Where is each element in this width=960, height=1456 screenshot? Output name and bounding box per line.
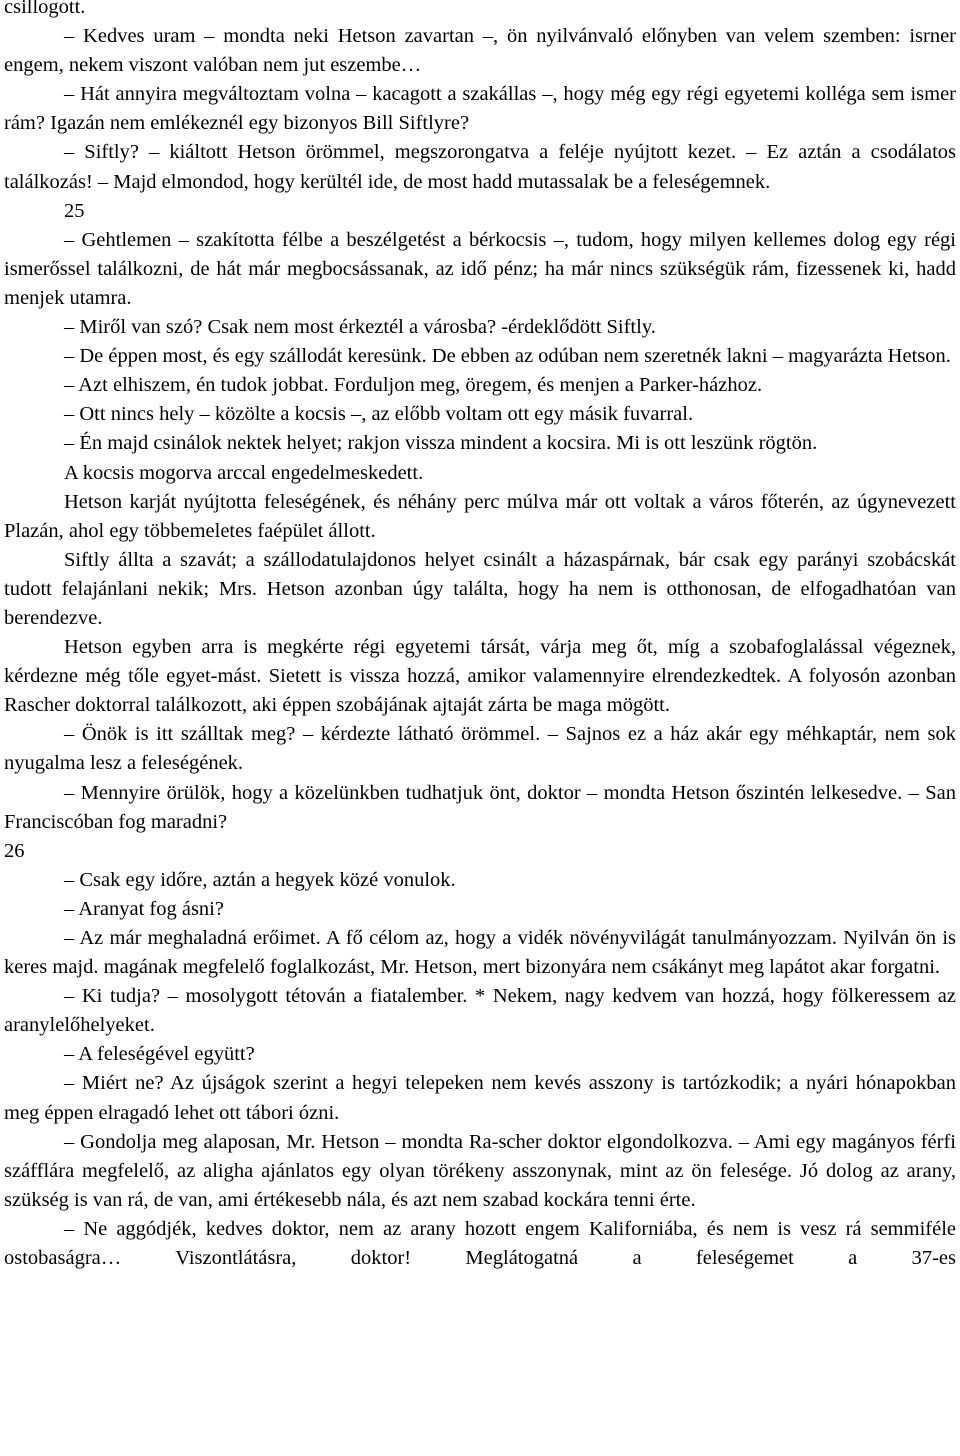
paragraph: – Siftly? – kiáltott Hetson örömmel, megszorongatva a feléje nyújtott kezet. – Ez aztán a csodálatos találkozás! – Majd elmondod, hogy kerültél ide, de most hadd mutassalak be a feleségemnek. xyxy=(4,141,956,193)
paragraph: csillogott. xyxy=(4,0,86,18)
paragraph: Siftly állta a szavát; a szállodatulajdonos helyet csinált a házaspárnak, bár csak egy parányi szobácskát tudott felajánlani nekik; Mrs. Hetson azonban úgy találta, hogy ha nem is otthonosan, de elfogadhatóan van berendezve. xyxy=(4,548,956,629)
paragraph: – Gehtlemen – szakította félbe a beszélgetést a bérkocsis –, tudom, hogy milyen kellemes dolog egy régi ismerőssel találkozni, de hát már megbocsássanak, az idő pénz; ha már nincs szükségük rám, fizessenek ki, hadd menjek utamra. xyxy=(4,228,956,309)
paragraph: – Miért ne? Az újságok szerint a hegyi telepeken nem kevés asszony is tartózkodik; a nyári hónapokban meg éppen elragadó lehet ott tábori ózni. xyxy=(4,1072,956,1124)
paragraph: – Önök is itt szálltak meg? – kérdezte látható örömmel. – Sajnos ez a ház akár egy méhkaptár, nem sok nyugalma lesz a feleségének. xyxy=(4,723,956,775)
paragraph: – Az már meghaladná erőimet. A fő célom az, hogy a vidék növényvilágát tanulmányozzam. Nyilván ön is keres majd. magának megfelelő foglalkozást, Mr. Hetson, mert bizonyára nem csákányt meg lapátot akar forgatni. xyxy=(4,927,956,979)
page-number: 25 xyxy=(64,199,85,222)
paragraph: – Miről van szó? Csak nem most érkeztél a városba? -érdeklődött Siftly. xyxy=(64,316,656,339)
paragraph: – A feleségével együtt? xyxy=(64,1043,255,1066)
paragraph: A kocsis mogorva arccal engedelmeskedett. xyxy=(64,461,424,484)
paragraph: – Azt elhiszem, én tudok jobbat. Forduljon meg, öregem, és menjen a Parker-házhoz. xyxy=(64,374,763,397)
paragraph: – Csak egy időre, aztán a hegyek közé vonulok. xyxy=(64,868,456,891)
paragraph: – Kedves uram – mondta neki Hetson zavartan –, ön nyilvánvaló előnyben van velem szemben: isrner engem, nekem viszont valóban nem jut eszembe… xyxy=(4,25,956,77)
paragraph: – Ne aggódjék, kedves doktor, nem az arany hozott engem Kaliforniába, és nem is vesz rá semmiféle ostobaságra… Viszontlátásra, doktor! Meglátogatná a feleségemet a 37-es xyxy=(4,1217,956,1270)
paragraph: – Én majd csinálok nektek helyet; rakjon vissza mindent a kocsira. Mi is ott leszünk rögtön. xyxy=(64,432,818,455)
paragraph: – Aranyat fog ásni? xyxy=(64,897,224,920)
page-number: 26 xyxy=(4,839,25,862)
paragraph: Hetson karját nyújtotta feleségének, és néhány perc múlva már ott voltak a város főterén, az úgynevezett Plazán, ahol egy többemeletes faépület állott. xyxy=(4,490,956,542)
paragraph: – De éppen most, és egy szállodát keresünk. De ebben az odúban nem szeretnék lakni – magyarázta Hetson. xyxy=(64,345,951,368)
paragraph: – Ott nincs hely – közölte a kocsis –, az előbb voltam ott egy másik fuvarral. xyxy=(64,403,694,426)
paragraph: Hetson egyben arra is megkérte régi egyetemi társát, várja meg őt, míg a szobafoglalással végeznek, kérdezne még tőle egyet-mást. Sietett is vissza hozzá, amikor valamennyire elrendezkedtek. A folyosón azonban Rascher doktorral találkozott, aki éppen szobájának ajtaját zárta be maga mögött. xyxy=(4,636,956,717)
paragraph: – Ki tudja? – mosolygott tétován a fiatalember. * Nekem, nagy kedvem van hozzá, hogy fölkeressem az aranylelőhelyeket. xyxy=(4,985,956,1037)
paragraph: – Mennyire örülök, hogy a közelünkben tudhatjuk önt, doktor – mondta Hetson őszintén lelkesedve. – San Franciscóban fog maradni? xyxy=(4,781,956,833)
document-page xyxy=(4,0,956,1273)
paragraph: – Hát annyira megváltoztam volna – kacagott a szakállas –, hogy még egy régi egyetemi kolléga sem ismer rám? Igazán nem emlékeznél egy bizonyos Bill Siftlyre? xyxy=(4,83,956,135)
paragraph: – Gondolja meg alaposan, Mr. Hetson – mondta Ra-scher doktor elgondolkozva. – Ami egy magányos férfi száfflára megfelelő, az aligha ajánlatos egy olyan törékeny asszonynak, mint az ön felesége. Jó dolog az arany, szükség is van rá, de van, ami értékesebb nála, és azt nem szabad kockára tenni érte. xyxy=(4,1130,956,1211)
